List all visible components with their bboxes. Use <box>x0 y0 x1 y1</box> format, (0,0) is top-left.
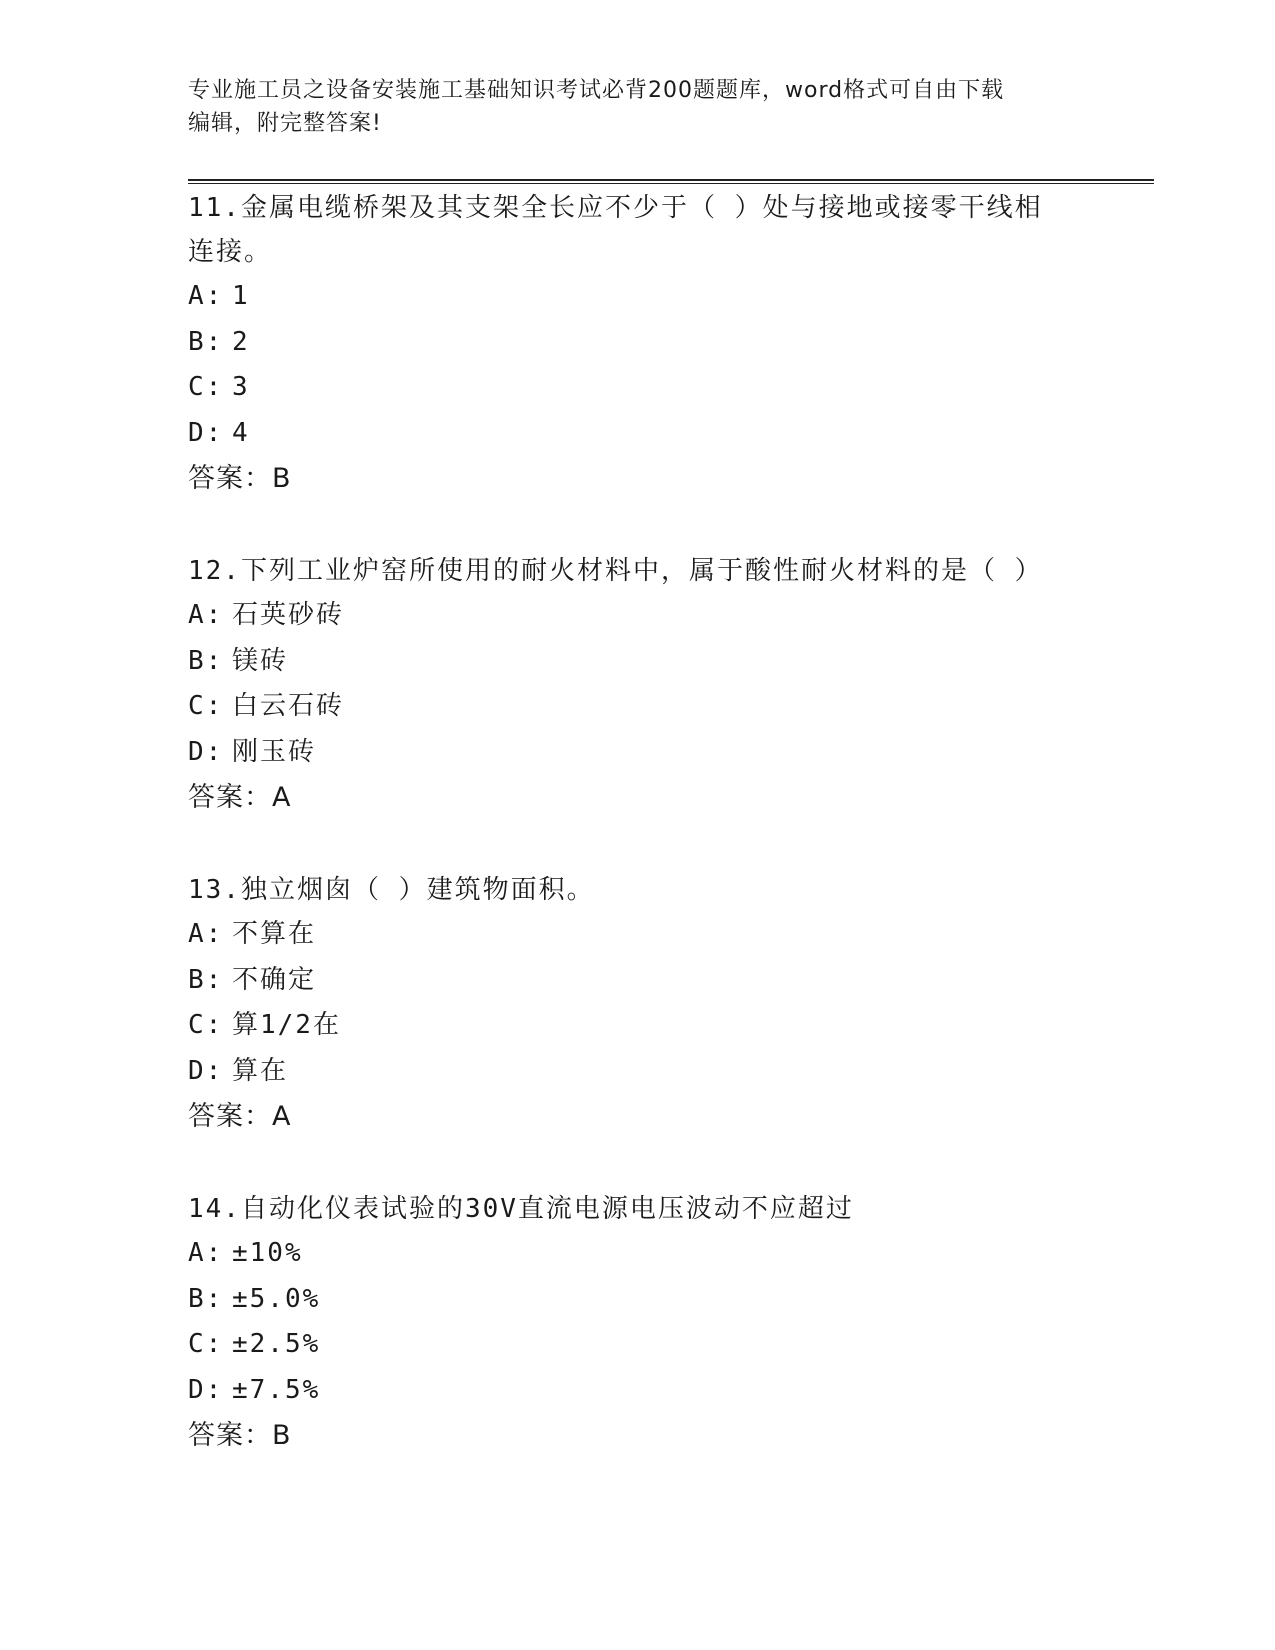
option-key: C: <box>188 691 224 721</box>
option-key: C: <box>188 1329 224 1359</box>
option-key: D: <box>188 1374 224 1405</box>
document-header <box>188 74 1068 140</box>
option-text: 算1/2在 <box>232 1010 341 1040</box>
answer: 答案：B <box>188 1420 292 1451</box>
option-text: ±10% <box>232 1238 303 1268</box>
option-text: ±5.0% <box>232 1283 321 1314</box>
answer: 答案：B <box>188 463 292 494</box>
option-key: D: <box>188 1055 224 1086</box>
header-divider <box>188 179 1154 184</box>
option-b <box>188 1277 1068 1323</box>
option-c <box>188 684 1068 730</box>
option-text: 镁砖 <box>232 645 289 676</box>
option-key: A: <box>188 919 224 949</box>
option-key: A: <box>188 281 224 311</box>
option-b <box>188 639 1068 685</box>
option-d <box>188 1049 1068 1095</box>
question-text: 11.金属电缆桥架及其支架全长应不少于（ ）处与接地或接零干线相连接。 <box>188 193 1043 267</box>
option-text: 4 <box>232 417 250 448</box>
question-12 <box>188 549 1068 820</box>
option-text: 白云石砖 <box>232 691 345 721</box>
option-text: 不确定 <box>232 964 317 995</box>
option-a <box>188 1231 1068 1277</box>
option-a <box>188 274 1068 320</box>
question-text: 14.自动化仪表试验的30V直流电源电压波动不应超过 <box>188 1194 854 1224</box>
option-a <box>188 593 1068 639</box>
option-key: D: <box>188 736 224 767</box>
option-key: A: <box>188 1238 224 1268</box>
question-text: 13.独立烟囱（ ）建筑物面积。 <box>188 875 595 905</box>
option-key: B: <box>188 326 224 357</box>
option-c <box>188 365 1068 411</box>
option-key: B: <box>188 964 224 995</box>
option-text: ±2.5% <box>232 1329 321 1359</box>
option-a <box>188 912 1068 958</box>
option-key: C: <box>188 1010 224 1040</box>
option-text: 石英砂砖 <box>232 600 345 630</box>
option-key: D: <box>188 417 224 448</box>
option-b <box>188 320 1068 366</box>
header-line-1: 专业施工员之设备安装施工基础知识考试必背200题题库，word格式可自由下载 <box>188 78 1005 103</box>
option-text: 3 <box>232 372 250 402</box>
question-14 <box>188 1187 1068 1458</box>
option-d <box>188 730 1068 776</box>
option-text: 不算在 <box>232 919 317 949</box>
answer: 答案：A <box>188 1101 292 1132</box>
option-c <box>188 1322 1068 1368</box>
question-13 <box>188 868 1068 1139</box>
option-text: 2 <box>232 326 250 357</box>
option-text: 刚玉砖 <box>232 736 317 767</box>
option-d <box>188 411 1068 457</box>
option-text: 算在 <box>232 1055 289 1086</box>
answer: 答案：A <box>188 782 292 813</box>
option-key: B: <box>188 645 224 676</box>
option-key: A: <box>188 600 224 630</box>
question-text: 12.下列工业炉窑所使用的耐火材料中，属于酸性耐火材料的是（ ） <box>188 556 1043 586</box>
option-key: B: <box>188 1283 224 1314</box>
option-b <box>188 958 1068 1004</box>
option-d <box>188 1368 1068 1414</box>
header-line-2: 编辑，附完整答案! <box>188 111 382 136</box>
option-c <box>188 1003 1068 1049</box>
option-text: ±7.5% <box>232 1374 321 1405</box>
option-text: 1 <box>232 281 250 311</box>
option-key: C: <box>188 372 224 402</box>
question-11 <box>188 186 1068 501</box>
